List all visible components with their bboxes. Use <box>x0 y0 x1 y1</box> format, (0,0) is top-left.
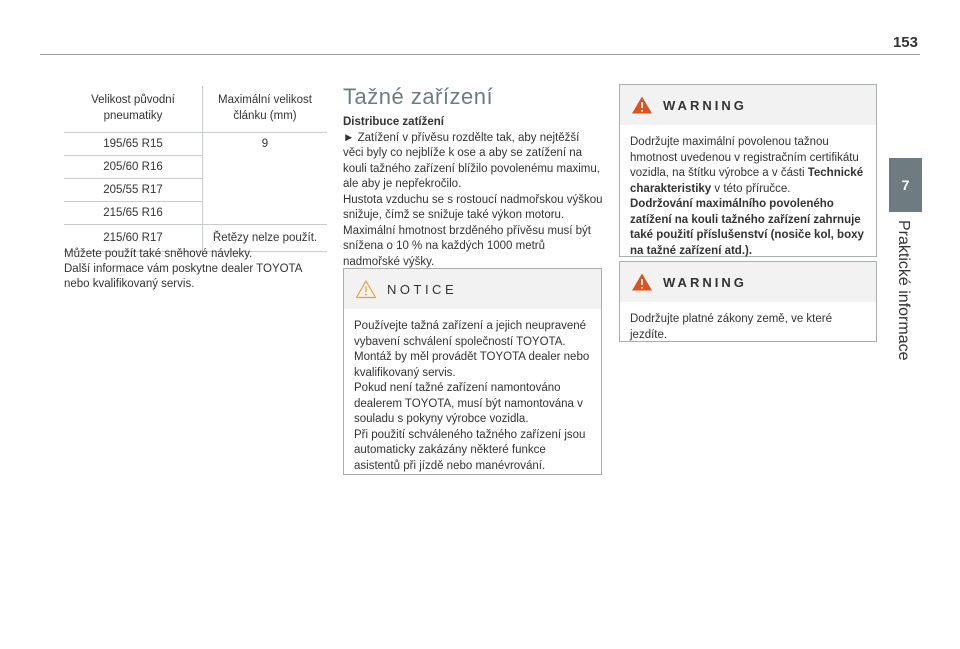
warning-content <box>620 302 876 353</box>
paragraph: Pokud není tažné zařízení namontováno dealerem TOYOTA, musí být namontována v souladu s pokyny výrobce vozidla. <box>354 382 583 425</box>
chapter-title-text: Praktické informace <box>895 220 912 361</box>
chapter-title <box>888 220 922 400</box>
text-run-bold: Dodržování maximálního povoleného zatížení na kouli tažného zařízení zahrnuje také použití příslušenství (nosiče kol, boxy na tažné zařízení atd.). <box>630 198 864 257</box>
chapter-tab[interactable]: 7 <box>889 158 922 212</box>
load-distribution-text <box>343 115 603 270</box>
warning-box <box>619 261 877 342</box>
note-line: Můžete použít také sněhové návleky. <box>64 248 253 260</box>
table-cell-size: 215/65 R16 <box>64 202 203 225</box>
table-header-max-link-size: Maximální velikost článku (mm) <box>203 86 328 133</box>
table-header-tire-size: Velikost původní pneumatiky <box>64 86 203 133</box>
paragraph: Při použití schváleného tažného zařízení jsou automaticky zakázány některé funkce asistentů při jízdě nebo manévrování. <box>354 428 586 472</box>
warning-icon <box>631 95 653 115</box>
warning-label: WARNING <box>663 97 747 113</box>
snow-chain-table <box>64 86 327 252</box>
subsection-title: Distribuce zatížení <box>343 116 444 128</box>
paragraph: ► Zatížení v přívěsu rozdělte tak, aby nejtěžší věci byly co nejblíže k ose a aby se zatížení na kouli tažného zařízení blížilo povolenému maximu, ale aby je nepřekročilo. <box>343 131 600 190</box>
note-line: Další informace vám poskytne dealer TOYOTA nebo kvalifikovaný servis. <box>64 263 302 290</box>
table-cell-size: 215/60 R17 <box>64 225 203 252</box>
table-cell-size: 205/55 R17 <box>64 179 203 202</box>
warning-header <box>620 85 876 125</box>
paragraph: Používejte tažná zařízení a jejich neupravené vybavení schválení společností TOYOTA. Montáž by měl provádět TOYOTA dealer nebo kvalifikovaný servis. <box>354 320 590 379</box>
text-run-bold: Technické charakteristiky <box>630 167 864 195</box>
warning-content <box>620 125 876 269</box>
notice-content <box>344 309 601 484</box>
text-run: Dodržujte maximální povolenou tažnou hmotnost uvedenou v registračním certifikátu vozidla, na štítku výrobce a v části <box>630 136 859 179</box>
warning-label: WARNING <box>663 274 747 290</box>
notice-header <box>344 269 601 309</box>
table-row <box>64 133 327 156</box>
table-cell-size: 195/65 R15 <box>64 133 203 156</box>
snow-cover-note <box>64 247 326 292</box>
paragraph <box>630 135 865 197</box>
table-cell-size: 205/60 R16 <box>64 156 203 179</box>
page-number: 153 <box>892 34 918 51</box>
section-title: Tažné zařízení <box>343 84 494 109</box>
notice-label: NOTICE <box>387 281 458 297</box>
notice-icon <box>355 279 377 299</box>
header-divider <box>40 54 920 55</box>
paragraph-bold <box>630 197 865 259</box>
table-header-row <box>64 86 327 133</box>
warning-header <box>620 262 876 302</box>
paragraph: Dodržujte platné zákony země, ve které jezdíte. <box>630 313 832 341</box>
text-run: v této příručce. <box>711 182 791 195</box>
warning-box <box>619 84 877 257</box>
table-cell-value: 9 <box>203 133 328 225</box>
warning-icon <box>631 272 653 292</box>
paragraph: Hustota vzduchu se s rostoucí nadmořskou výškou snižuje, čímž se snižuje také výkon motoru. Maximální hmotnost brzděného přívěsu musí být snížena o 10 % na každých 1000 metrů nadmořské výšky. <box>343 193 603 268</box>
notice-box <box>343 268 602 475</box>
table-cell-value: Řetězy nelze použít. <box>203 225 328 252</box>
